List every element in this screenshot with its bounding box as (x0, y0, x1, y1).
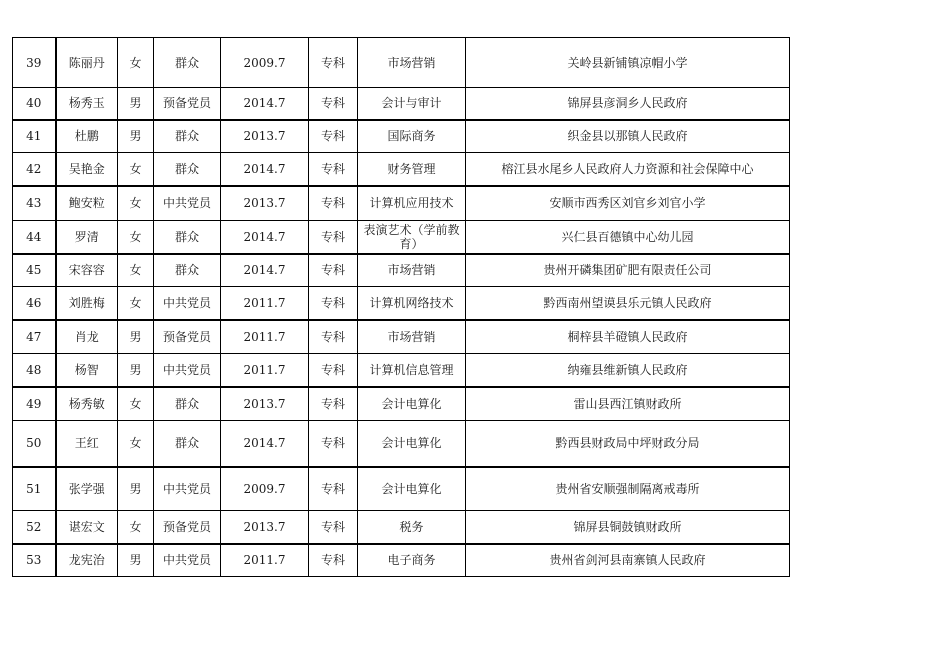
graduation-date-cell: 2014.7 (221, 221, 309, 254)
degree-cell: 专科 (309, 387, 358, 421)
roster-table (12, 37, 790, 577)
graduation-date-cell: 2013.7 (221, 120, 309, 153)
degree-cell: 专科 (309, 544, 358, 577)
workplace-cell: 贵州开磷集团矿肥有限责任公司 (466, 254, 790, 287)
political-status-cell: 预备党员 (154, 511, 221, 544)
table-row (13, 387, 790, 421)
workplace-cell: 纳雍县维新镇人民政府 (466, 354, 790, 387)
row-number: 53 (13, 544, 56, 577)
graduation-date-cell: 2013.7 (221, 186, 309, 221)
gender-cell: 女 (118, 221, 154, 254)
political-status-cell: 中共党员 (154, 287, 221, 320)
table-row (13, 511, 790, 544)
name-cell: 陈丽丹 (56, 38, 118, 88)
political-status-cell: 群众 (154, 120, 221, 153)
workplace-cell: 桐梓县羊磴镇人民政府 (466, 320, 790, 354)
workplace-cell: 榕江县水尾乡人民政府人力资源和社会保障中心 (466, 153, 790, 186)
row-number: 44 (13, 221, 56, 254)
political-status-cell: 中共党员 (154, 354, 221, 387)
row-number: 43 (13, 186, 56, 221)
graduation-date-cell: 2014.7 (221, 153, 309, 186)
graduation-date-cell: 2014.7 (221, 254, 309, 287)
gender-cell: 男 (118, 120, 154, 153)
row-number: 45 (13, 254, 56, 287)
gender-cell: 女 (118, 254, 154, 287)
row-number: 50 (13, 421, 56, 467)
major-cell: 市场营销 (358, 320, 466, 354)
row-number: 52 (13, 511, 56, 544)
graduation-date-cell: 2009.7 (221, 467, 309, 511)
degree-cell: 专科 (309, 511, 358, 544)
major-cell: 电子商务 (358, 544, 466, 577)
gender-cell: 女 (118, 421, 154, 467)
row-number: 40 (13, 88, 56, 120)
row-number: 49 (13, 387, 56, 421)
major-cell: 会计电算化 (358, 387, 466, 421)
table-row (13, 544, 790, 577)
gender-cell: 女 (118, 38, 154, 88)
graduation-date-cell: 2013.7 (221, 511, 309, 544)
name-cell: 宋容容 (56, 254, 118, 287)
graduation-date-cell: 2014.7 (221, 88, 309, 120)
graduation-date-cell: 2014.7 (221, 421, 309, 467)
degree-cell: 专科 (309, 221, 358, 254)
political-status-cell: 群众 (154, 387, 221, 421)
political-status-cell: 预备党员 (154, 320, 221, 354)
name-cell: 杨秀敏 (56, 387, 118, 421)
workplace-cell: 黔西县财政局中坪财政分局 (466, 421, 790, 467)
table-row (13, 221, 790, 254)
degree-cell: 专科 (309, 38, 358, 88)
political-status-cell: 预备党员 (154, 88, 221, 120)
graduation-date-cell: 2009.7 (221, 38, 309, 88)
major-cell: 计算机应用技术 (358, 186, 466, 221)
row-number: 41 (13, 120, 56, 153)
gender-cell: 男 (118, 320, 154, 354)
major-cell: 会计与审计 (358, 88, 466, 120)
workplace-cell: 雷山县西江镇财政所 (466, 387, 790, 421)
gender-cell: 男 (118, 467, 154, 511)
degree-cell: 专科 (309, 467, 358, 511)
table-row (13, 354, 790, 387)
major-cell: 计算机网络技术 (358, 287, 466, 320)
political-status-cell: 群众 (154, 38, 221, 88)
degree-cell: 专科 (309, 421, 358, 467)
graduation-date-cell: 2011.7 (221, 354, 309, 387)
table-row (13, 254, 790, 287)
major-cell: 财务管理 (358, 153, 466, 186)
row-number: 47 (13, 320, 56, 354)
name-cell: 张学强 (56, 467, 118, 511)
graduation-date-cell: 2011.7 (221, 544, 309, 577)
political-status-cell: 群众 (154, 153, 221, 186)
workplace-cell: 锦屏县铜鼓镇财政所 (466, 511, 790, 544)
workplace-cell: 安顺市西秀区刘官乡刘官小学 (466, 186, 790, 221)
workplace-cell: 贵州省安顺强制隔离戒毒所 (466, 467, 790, 511)
name-cell: 刘胜梅 (56, 287, 118, 320)
political-status-cell: 群众 (154, 254, 221, 287)
degree-cell: 专科 (309, 186, 358, 221)
gender-cell: 女 (118, 387, 154, 421)
table-row (13, 38, 790, 88)
gender-cell: 男 (118, 354, 154, 387)
name-cell: 肖龙 (56, 320, 118, 354)
graduation-date-cell: 2011.7 (221, 287, 309, 320)
name-cell: 杨智 (56, 354, 118, 387)
gender-cell: 女 (118, 287, 154, 320)
gender-cell: 男 (118, 88, 154, 120)
degree-cell: 专科 (309, 153, 358, 186)
major-cell: 会计电算化 (358, 421, 466, 467)
row-number: 39 (13, 38, 56, 88)
major-cell: 税务 (358, 511, 466, 544)
table-row (13, 467, 790, 511)
gender-cell: 女 (118, 186, 154, 221)
row-number: 48 (13, 354, 56, 387)
workplace-cell: 关岭县新铺镇凉帽小学 (466, 38, 790, 88)
major-cell: 表演艺术（学前教育） (358, 221, 466, 254)
political-status-cell: 中共党员 (154, 186, 221, 221)
major-cell: 市场营销 (358, 38, 466, 88)
row-number: 46 (13, 287, 56, 320)
degree-cell: 专科 (309, 254, 358, 287)
degree-cell: 专科 (309, 320, 358, 354)
roster-body (13, 38, 790, 577)
table-row (13, 320, 790, 354)
workplace-cell: 锦屏县彦洞乡人民政府 (466, 88, 790, 120)
workplace-cell: 织金县以那镇人民政府 (466, 120, 790, 153)
graduation-date-cell: 2013.7 (221, 387, 309, 421)
major-cell: 市场营销 (358, 254, 466, 287)
name-cell: 龙宪治 (56, 544, 118, 577)
political-status-cell: 中共党员 (154, 544, 221, 577)
degree-cell: 专科 (309, 287, 358, 320)
name-cell: 王红 (56, 421, 118, 467)
workplace-cell: 黔西南州望谟县乐元镇人民政府 (466, 287, 790, 320)
name-cell: 杨秀玉 (56, 88, 118, 120)
workplace-cell: 贵州省剑河县南寨镇人民政府 (466, 544, 790, 577)
table-row (13, 421, 790, 467)
political-status-cell: 群众 (154, 221, 221, 254)
gender-cell: 女 (118, 153, 154, 186)
row-number: 42 (13, 153, 56, 186)
table-row (13, 153, 790, 186)
degree-cell: 专科 (309, 354, 358, 387)
workplace-cell: 兴仁县百德镇中心幼儿园 (466, 221, 790, 254)
gender-cell: 男 (118, 544, 154, 577)
name-cell: 杜鹏 (56, 120, 118, 153)
table-row (13, 287, 790, 320)
table-row (13, 88, 790, 120)
name-cell: 鲍安粒 (56, 186, 118, 221)
row-number: 51 (13, 467, 56, 511)
major-cell: 会计电算化 (358, 467, 466, 511)
gender-cell: 女 (118, 511, 154, 544)
major-cell: 国际商务 (358, 120, 466, 153)
table-row (13, 186, 790, 221)
degree-cell: 专科 (309, 88, 358, 120)
table-row (13, 120, 790, 153)
degree-cell: 专科 (309, 120, 358, 153)
name-cell: 罗清 (56, 221, 118, 254)
major-cell: 计算机信息管理 (358, 354, 466, 387)
graduation-date-cell: 2011.7 (221, 320, 309, 354)
political-status-cell: 中共党员 (154, 467, 221, 511)
political-status-cell: 群众 (154, 421, 221, 467)
name-cell: 谌宏文 (56, 511, 118, 544)
name-cell: 吴艳金 (56, 153, 118, 186)
